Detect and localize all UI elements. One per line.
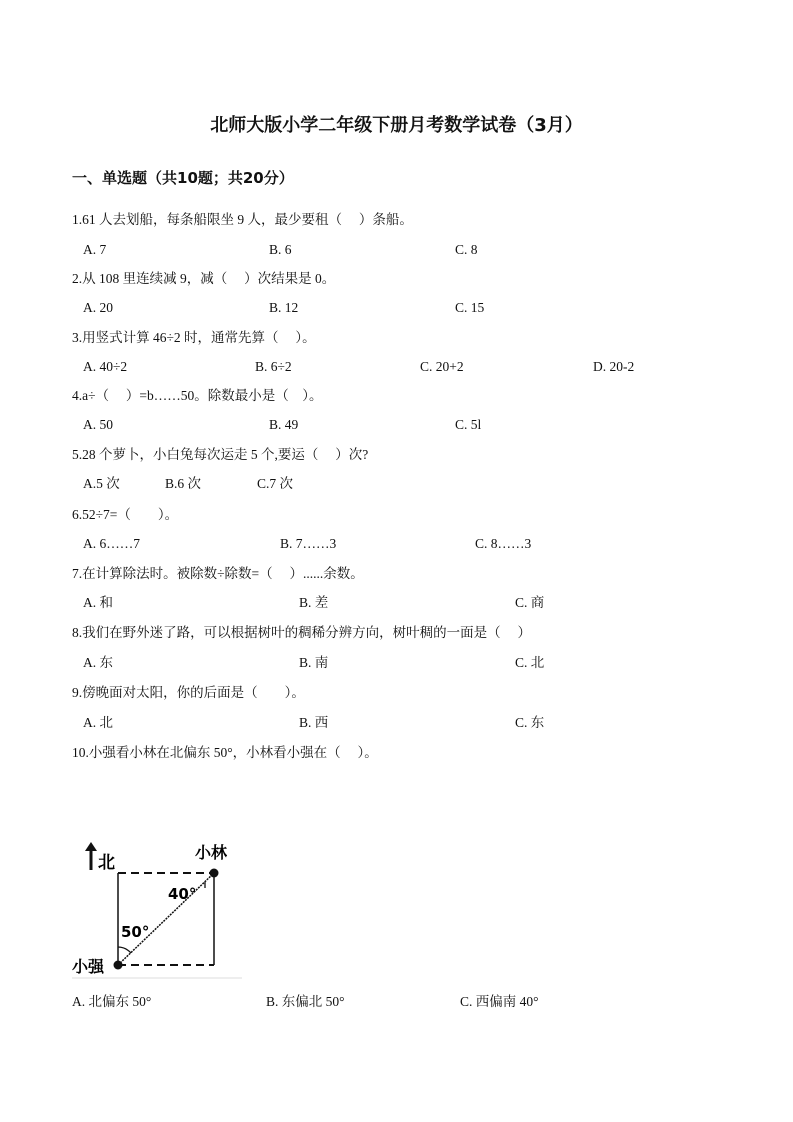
page-title: 北师大版小学二年级下册月考数学试卷（3月） — [210, 115, 583, 136]
answer-option[interactable]: A. 20 — [83, 300, 113, 315]
question-text: 6.52÷7=（ ）。 — [72, 507, 179, 522]
point-label-xiaoqiang: 小强 — [72, 957, 105, 976]
question-text: 8.我们在野外迷了路，可以根据树叶的稠稀分辨方向，树叶稠的一面是（ ） — [72, 625, 531, 640]
angle-label-50: 50° — [121, 923, 150, 941]
point-xiaolin — [210, 869, 219, 878]
north-arrow-icon — [85, 842, 97, 870]
answer-option[interactable]: A. 东 — [83, 655, 113, 670]
answer-option[interactable]: C. 西偏南 40° — [460, 994, 539, 1009]
answer-option[interactable]: B. 7……3 — [280, 536, 337, 551]
question-text: 1.61 人去划船，每条船限坐 9 人，最少要租（ ）条船。 — [72, 212, 413, 227]
answer-option[interactable]: B. 差 — [299, 595, 329, 610]
answer-option[interactable]: C. 8……3 — [475, 536, 532, 551]
point-label-xiaolin: 小林 — [195, 843, 228, 862]
question-text: 2.从 108 里连续减 9，减（ ）次结果是 0。 — [72, 271, 336, 286]
answer-option[interactable]: C. 北 — [515, 655, 545, 670]
question-text: 5.28 个萝卜，小白兔每次运走 5 个,要运（ ）次? — [72, 447, 369, 462]
answer-option[interactable]: C. 东 — [515, 715, 545, 730]
answer-option[interactable]: C. 商 — [515, 595, 545, 610]
answer-option[interactable]: B. 6÷2 — [255, 359, 292, 374]
answer-option[interactable]: B. 南 — [299, 655, 329, 670]
answer-option[interactable]: A. 6……7 — [83, 536, 140, 551]
answer-option[interactable]: D. 20-2 — [593, 359, 635, 374]
answer-option[interactable]: B.6 次 — [165, 476, 202, 491]
answer-option[interactable]: B. 西 — [299, 715, 329, 730]
answer-option[interactable]: A. 和 — [83, 595, 113, 610]
answer-option[interactable]: A. 50 — [83, 417, 113, 432]
answer-option[interactable]: C. 15 — [455, 300, 485, 315]
question-text: 7.在计算除法时。被除数÷除数=（ ）......余数。 — [72, 566, 364, 581]
answer-option[interactable]: C. 20+2 — [420, 359, 464, 374]
answer-option[interactable]: A. 7 — [83, 242, 107, 257]
section-heading: 一、单选题（共10题；共20分） — [72, 169, 294, 187]
point-xiaoqiang — [114, 961, 123, 970]
answer-option[interactable]: B. 6 — [269, 242, 292, 257]
answer-option[interactable]: C. 5l — [455, 417, 482, 432]
question-text: 10.小强看小林在北偏东 50°，小林看小强在（ ）。 — [72, 745, 378, 760]
question-text: 9.傍晚面对太阳，你的后面是（ ）。 — [72, 685, 305, 700]
answer-option[interactable]: C.7 次 — [257, 476, 294, 491]
question-text: 4.a÷（ ）=b……50。除数最小是（ ）。 — [72, 388, 323, 403]
angle-label-40: 40° — [168, 885, 197, 903]
answer-option[interactable]: C. 8 — [455, 242, 478, 257]
answer-option[interactable]: A.5 次 — [83, 476, 120, 491]
connecting-line — [118, 873, 214, 965]
answer-option[interactable]: A. 北偏东 50° — [72, 994, 152, 1009]
north-label: 北 — [98, 853, 115, 873]
answer-option[interactable]: B. 12 — [269, 300, 299, 315]
question-text: 3.用竖式计算 46÷2 时，通常先算（ ）。 — [72, 330, 316, 345]
answer-option[interactable]: A. 40÷2 — [83, 359, 128, 374]
answer-option[interactable]: B. 49 — [269, 417, 299, 432]
angle-arc-50 — [118, 947, 131, 953]
answer-option[interactable]: B. 东偏北 50° — [266, 994, 345, 1009]
answer-option[interactable]: A. 北 — [83, 715, 113, 730]
